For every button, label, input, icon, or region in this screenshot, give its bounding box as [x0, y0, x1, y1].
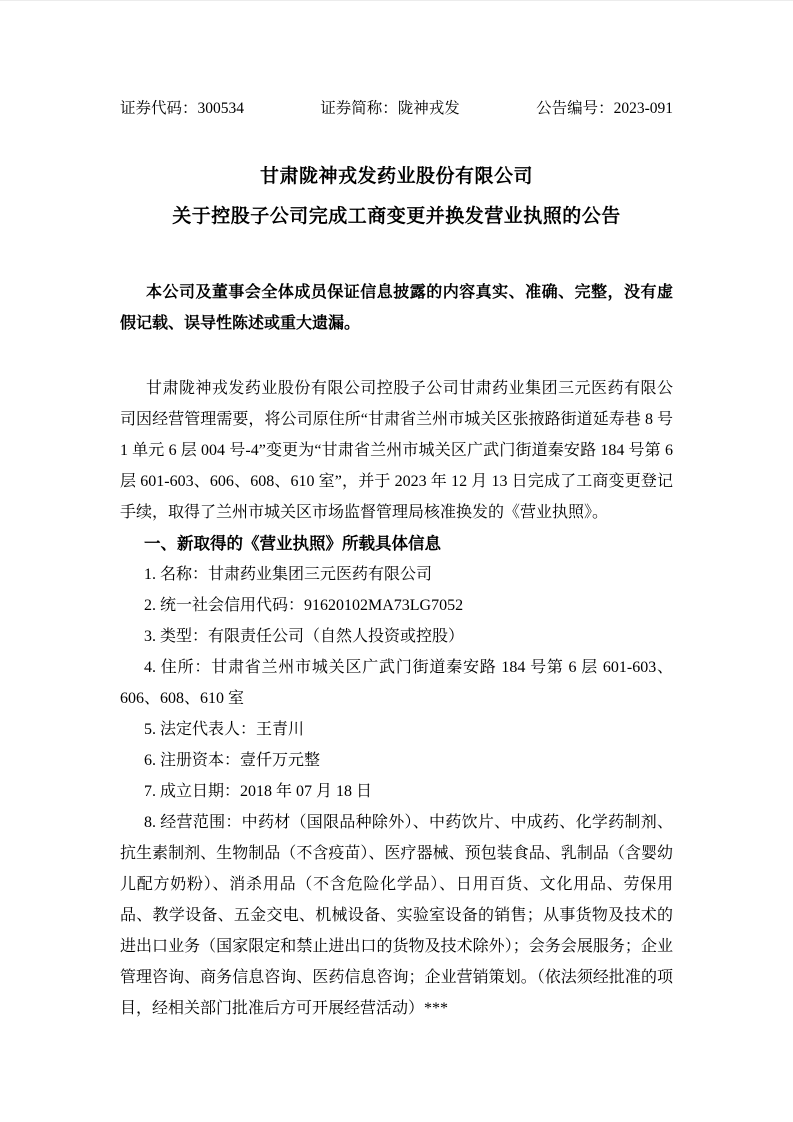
license-item-legal-representative: 5. 法定代表人：王青川	[144, 721, 305, 738]
announcement-number: 公告编号：2023-091	[536, 100, 673, 117]
truthfulness-declaration: 本公司及董事会全体成员保证信息披露的内容真实、准确、完整，没有虚假记载、误导性陈述或重大遗漏。	[120, 284, 673, 332]
license-item-company-type: 3. 类型：有限责任公司（自然人投资或控股）	[144, 628, 465, 645]
license-item-address: 4. 住所：甘肃省兰州市城关区广武门街道秦安路 184 号第 6 层 601-603、606、608、610 室	[120, 659, 673, 707]
stock-code: 证券代码：300534	[120, 100, 245, 117]
announcement-title: 关于控股子公司完成工商变更并换发营业执照的公告	[172, 206, 621, 227]
license-item-credit-code: 2. 统一社会信用代码：91620102MA73LG7052	[144, 597, 464, 614]
intro-paragraph: 甘肃陇神戎发药业股份有限公司控股子公司甘肃药业集团三元医药有限公司因经营管理需要，将公司原住所“甘肃省兰州市城关区张掖路街道延寿巷 8 号 1 单元 6 层 004 号-4”变更为“甘肃省兰州市城关区广武门街道秦安路 184 号第 6 层 601-603、606、608、610 室”，并于 2023 年 12 月 13 日完成了工商变更登记手续，取得了兰州市城关区市场监督管理局核准换发的《营业执照》。	[120, 380, 673, 521]
section-heading-license-info: 一、新取得的《营业执照》所载具体信息	[144, 534, 441, 553]
document-content	[120, 1, 673, 1024]
license-item-business-scope: 8. 经营范围：中药材（国限品种除外）、中药饮片、中成药、化学药制剂、抗生素制剂、生物制品（不含疫苗）、医疗器械、预包装食品、乳制品（含婴幼儿配方奶粉）、消杀用品（不含危险化学品）、日用百货、文化用品、劳保用品、教学设备、五金交电、机械设备、实验室设备的销售；从事货物及技术的进出口业务（国家限定和禁止进出口的货物及技术除外）；会务会展服务；企业管理咨询、商务信息咨询、医药信息咨询；企业营销策划。（依法须经批准的项目，经相关部门批准后方可开展经营活动）***	[120, 814, 673, 1017]
stock-short-name: 证券简称：陇神戎发	[320, 100, 460, 117]
license-item-establishment-date: 7. 成立日期：2018 年 07 月 18 日	[144, 783, 373, 800]
company-name-title: 甘肃陇神戎发药业股份有限公司	[259, 166, 533, 187]
license-item-registered-capital: 6. 注册资本：壹仟万元整	[144, 752, 321, 769]
license-item-name: 1. 名称：甘肃药业集团三元医药有限公司	[144, 566, 433, 583]
document-header	[120, 1, 673, 119]
